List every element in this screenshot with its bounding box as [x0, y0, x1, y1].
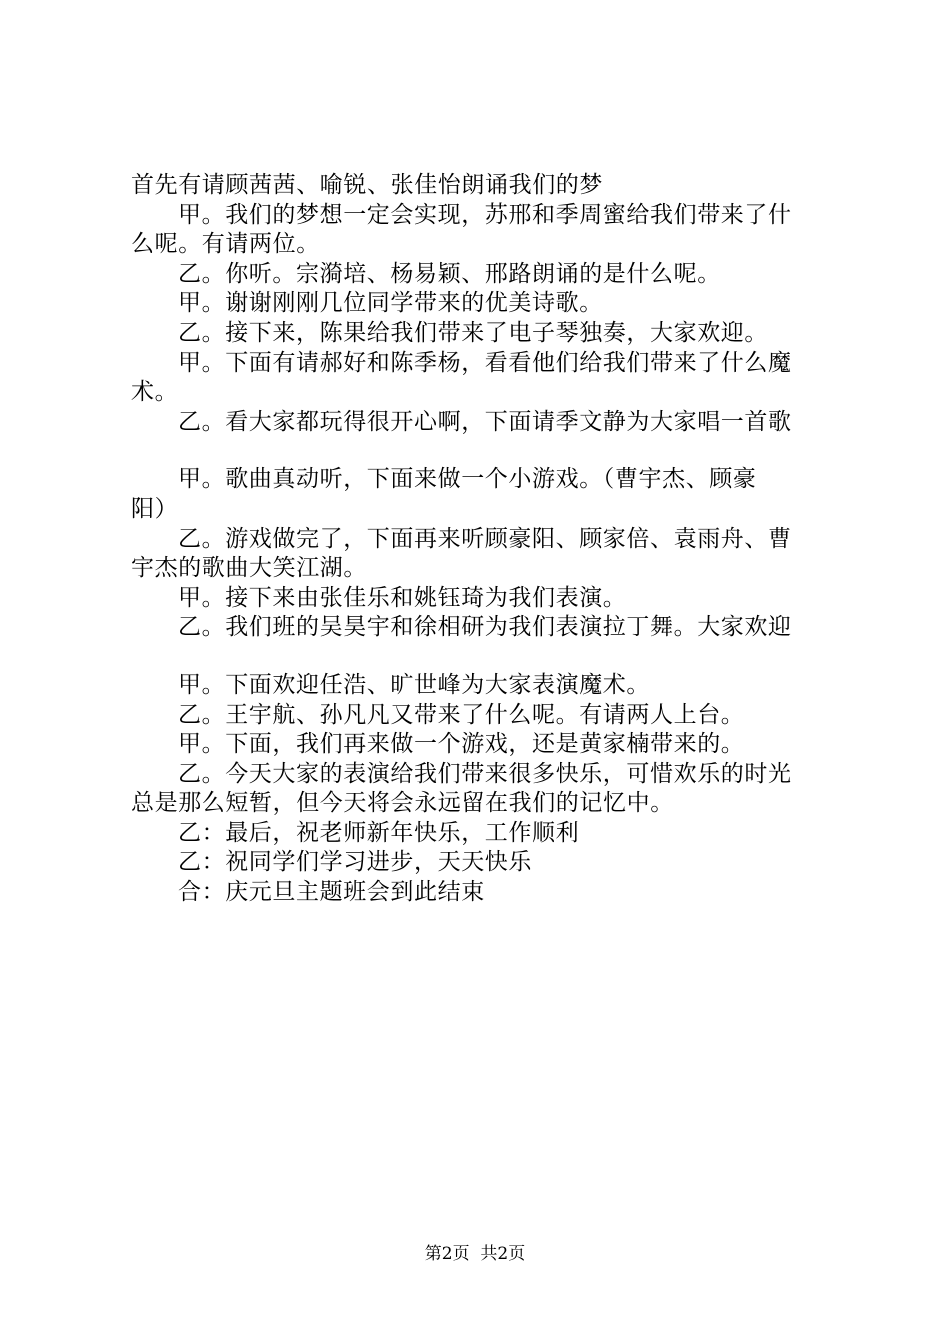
text-line: 乙。王宇航、孙凡凡又带来了什么呢。有请两人上台。	[178, 701, 745, 728]
text-line: 首先有请顾茜茜、喻锐、张佳怡朗诵我们的梦	[131, 172, 603, 198]
text-line: 乙：祝同学们学习进步，天天快乐	[178, 849, 532, 876]
text-line: 阳）	[131, 495, 179, 522]
text-line: 乙。今天大家的表演给我们带来很多快乐，可惜欢乐的时光	[178, 760, 792, 787]
text-line: 乙。游戏做完了，下面再来听顾豪阳、顾家倍、袁雨舟、曹	[178, 525, 792, 552]
text-line: 乙。我们班的吴昊宇和徐相研为我们表演拉丁舞。大家欢迎	[178, 614, 792, 641]
text-line: 甲。下面有请郝好和陈季杨，看看他们给我们带来了什么魔	[178, 349, 792, 376]
text-line: 甲。我们的梦想一定会实现，苏邢和季周蜜给我们带来了什	[178, 201, 792, 228]
text-line: 甲。歌曲真动听，下面来做一个小游戏。（曹宇杰、顾豪	[178, 466, 757, 493]
page-number: 第2页 共2页	[424, 1244, 526, 1264]
text-line: 么呢。有请两位。	[131, 231, 320, 258]
text-line: 总是那么短暂，但今天将会永远留在我们的记忆中。	[131, 790, 674, 817]
text-line: 术。	[131, 379, 179, 406]
text-line: 甲。下面欢迎任浩、旷世峰为大家表演魔术。	[178, 671, 650, 698]
text-line: 乙。你听。宗漪培、杨易颖、邢路朗诵的是什么呢。	[178, 260, 721, 287]
document-body	[131, 171, 833, 908]
page-footer	[0, 1243, 950, 1265]
text-line: 乙。看大家都玩得很开心啊，下面请季文静为大家唱一首歌	[178, 408, 792, 435]
text-line: 宇杰的歌曲大笑江湖。	[131, 555, 367, 582]
text-line: 乙：最后，祝老师新年快乐，工作顺利	[178, 819, 580, 846]
text-line: 合：庆元旦主题班会到此结束	[178, 879, 485, 906]
text-line: 甲。接下来由张佳乐和姚钰琦为我们表演。	[178, 584, 627, 611]
text-line: 乙。接下来，陈果给我们带来了电子琴独奏，大家欢迎。	[178, 319, 768, 346]
text-line: 甲。下面，我们再来做一个游戏，还是黄家楠带来的。	[178, 731, 745, 758]
text-line: 甲。谢谢刚刚几位同学带来的优美诗歌。	[178, 290, 603, 317]
